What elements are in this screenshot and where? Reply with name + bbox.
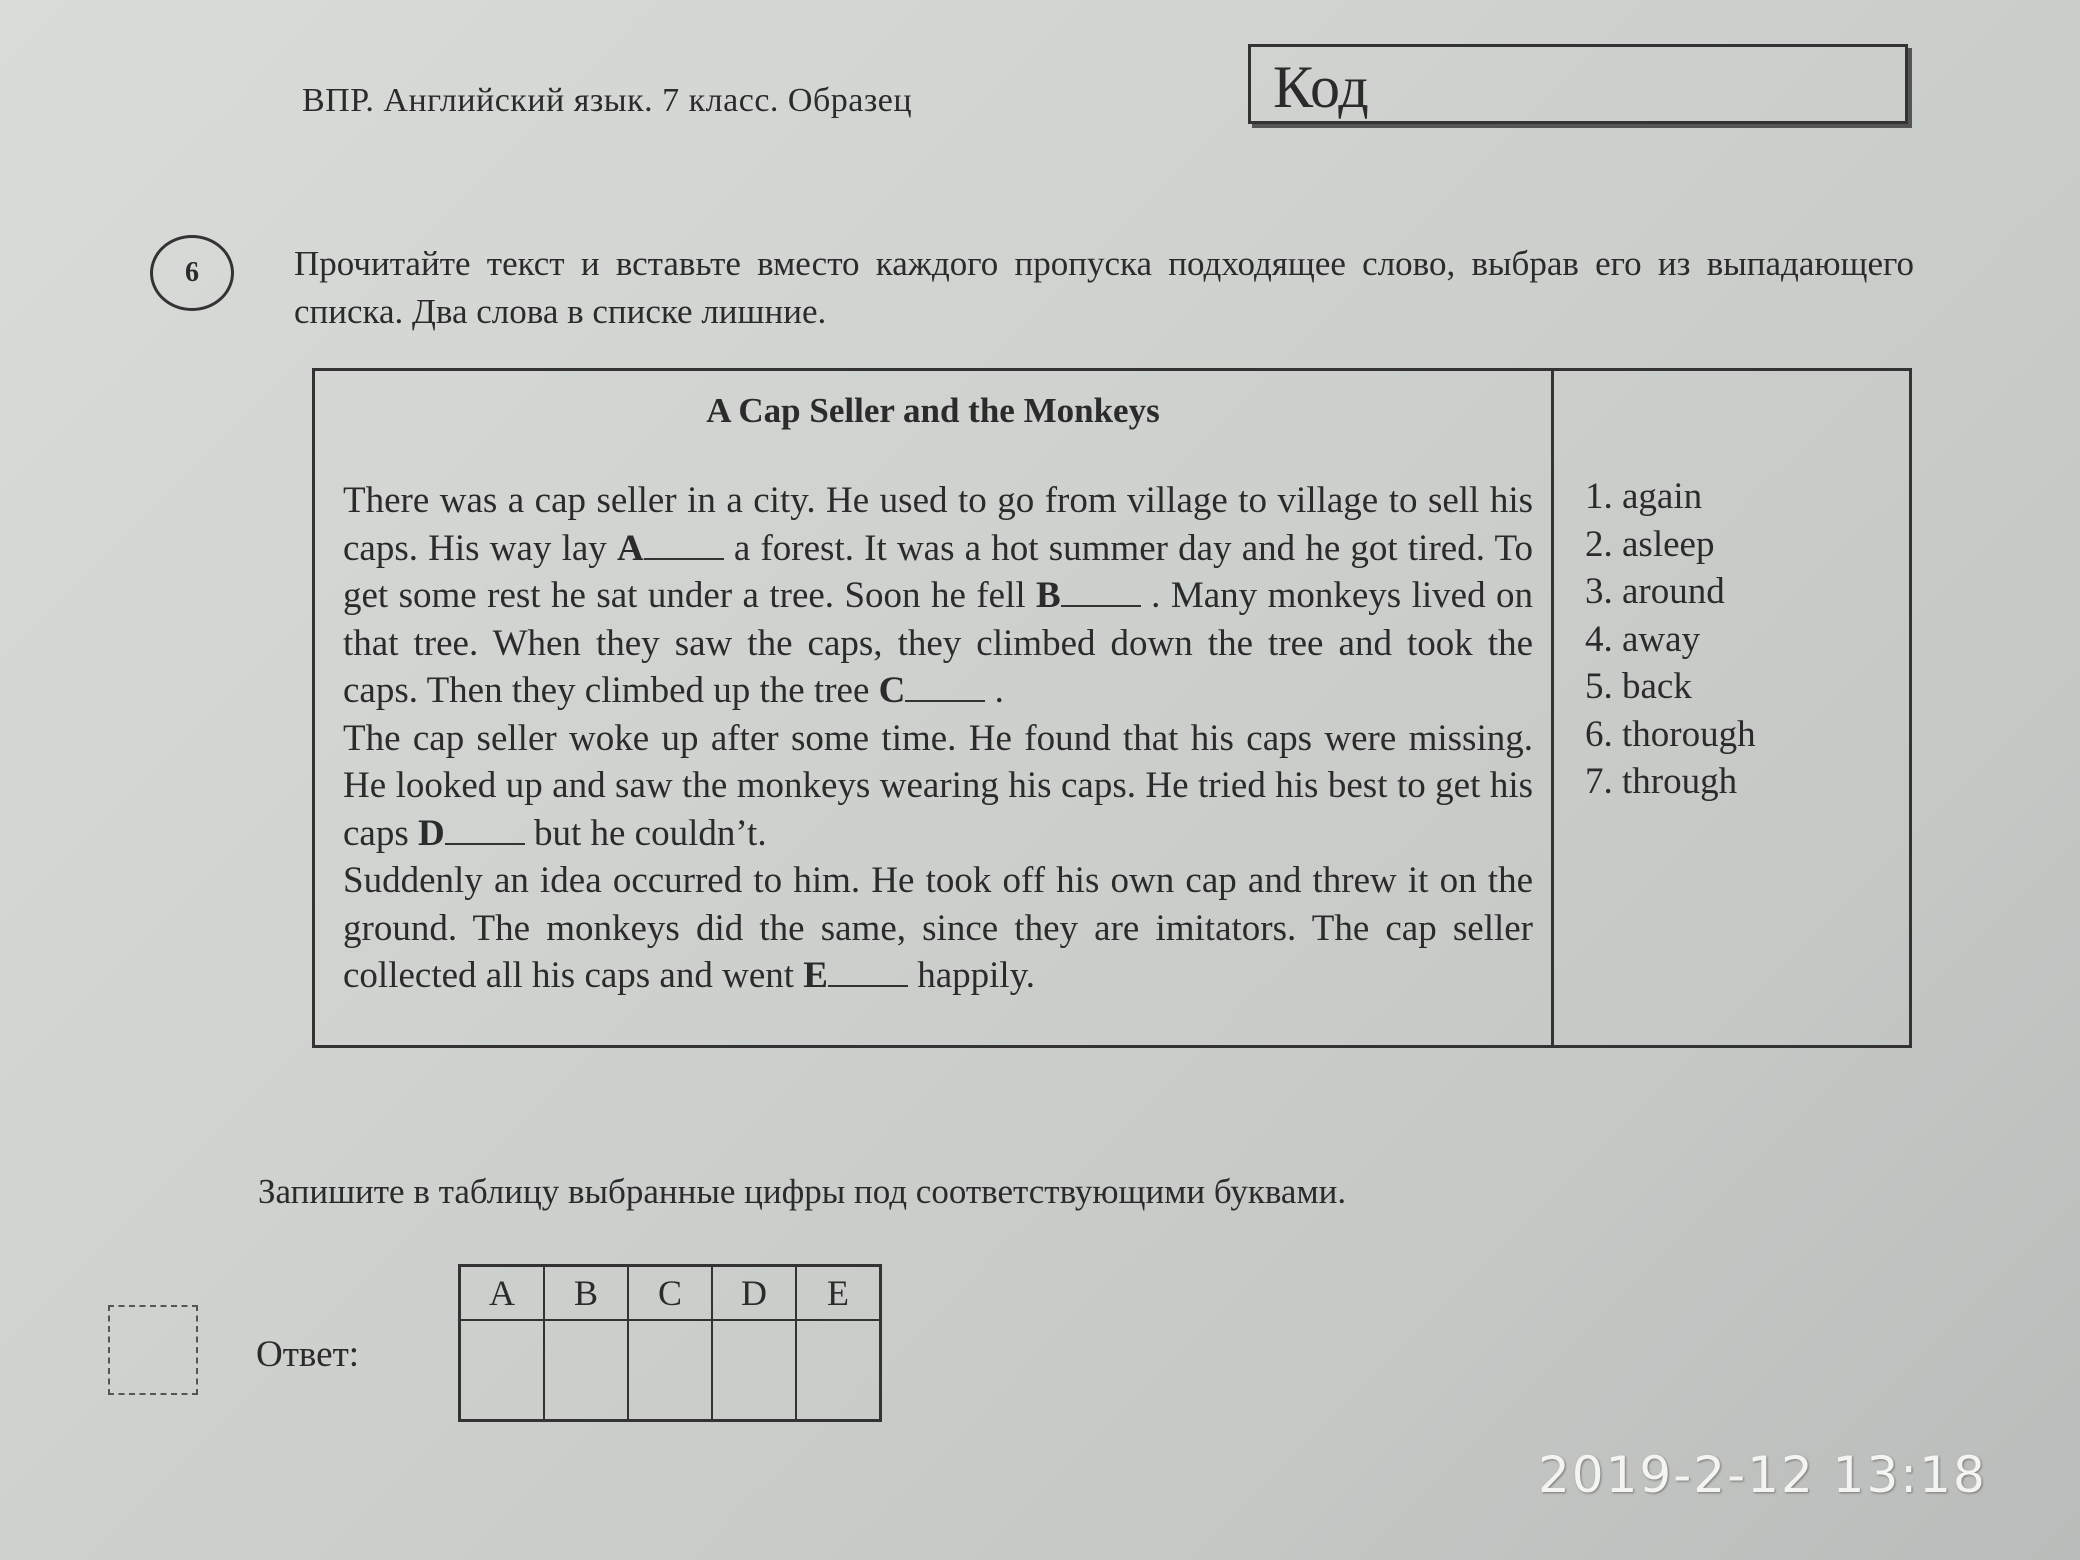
answer-column-d: D	[712, 1266, 796, 1321]
answer-column-b: B	[544, 1266, 628, 1321]
gap-d-blank[interactable]	[445, 813, 525, 845]
answer-instruction: Запишите в таблицу выбранные цифры под соответствующими буквами.	[258, 1172, 1347, 1211]
word-options-list	[1585, 473, 1756, 806]
word-option[interactable]: 6. thorough	[1585, 713, 1756, 755]
story-text-segment: but he couldn’t.	[524, 812, 767, 854]
story-text-segment: The cap seller woke up after some time. He found that his caps were missing. He looked up and saw the monkeys wearing his caps. He tried his best to get his caps	[343, 717, 1533, 854]
gap-d-letter: D	[418, 812, 445, 854]
task-number	[150, 235, 234, 311]
story-text-segment: There was a cap seller in a city. He used to go from village to village to sell his caps. His way lay	[343, 480, 1533, 569]
story-text-segment: happily.	[907, 955, 1036, 996]
story-paragraph-1	[343, 477, 1533, 715]
word-option[interactable]: 1. again	[1585, 476, 1703, 517]
story-text-segment: . Many monkeys lived on that tree. When they saw the caps, they climbed down the tree and took the caps. Then they climbed up the tree	[343, 575, 1533, 711]
word-option[interactable]: 2. asleep	[1585, 523, 1715, 565]
answer-column-e: E	[796, 1266, 881, 1321]
gap-b-letter: B	[1036, 575, 1061, 616]
word-option[interactable]: 4. away	[1585, 618, 1701, 660]
answer-label: Ответ:	[256, 1334, 360, 1375]
gap-a-blank[interactable]	[644, 528, 724, 560]
word-option[interactable]: 5. back	[1585, 666, 1692, 707]
answer-cell-d[interactable]	[712, 1320, 796, 1421]
word-option[interactable]: 3. around	[1585, 571, 1725, 612]
task-number-label: 6	[185, 257, 199, 288]
exercise-box	[312, 368, 1912, 1048]
code-box	[1248, 44, 1908, 124]
answer-cell-a[interactable]	[460, 1320, 545, 1421]
answer-header-row	[460, 1266, 881, 1321]
story-paragraph-2	[343, 715, 1533, 858]
story-text-segment: a forest. It was a hot summer day and he got tired. To get some rest he sat under a tree. Soon he fell	[343, 527, 1533, 616]
code-label: Код	[1273, 54, 1369, 120]
gap-e-blank[interactable]	[828, 955, 908, 987]
story-paragraph-3	[343, 857, 1533, 1000]
gap-c-letter: C	[878, 670, 906, 711]
answer-column-a: A	[460, 1266, 545, 1321]
answer-column-c: C	[628, 1266, 712, 1321]
answer-cell-e[interactable]	[796, 1320, 881, 1421]
photo-timestamp: 2019-2-12 13:18	[1538, 1446, 1987, 1504]
gap-b-blank[interactable]	[1061, 575, 1141, 607]
story-text	[343, 477, 1533, 1000]
column-divider	[1551, 371, 1554, 1045]
header-title: ВПР. Английский язык. 7 класс. Образец	[302, 82, 913, 119]
word-option[interactable]: 7. through	[1585, 761, 1738, 802]
story-text-segment: .	[985, 670, 1004, 711]
story-text-segment: Suddenly an idea occurred to him. He took off his own cap and threw it on the ground. The monkeys did the same, since they are imitators. The cap seller collected all his caps and went	[343, 860, 1533, 996]
story-title: A Cap Seller and the Monkeys	[706, 391, 1160, 430]
answer-cell-b[interactable]	[544, 1320, 628, 1421]
answer-table	[458, 1264, 882, 1422]
gap-a-letter: A	[616, 527, 644, 569]
task-instruction: Прочитайте текст и вставьте вместо каждого пропуска подходящее слово, выбрав его из выпадающего списка. Два слова в списке лишние.	[294, 244, 1914, 331]
gap-e-letter: E	[803, 955, 828, 996]
score-box	[108, 1305, 198, 1395]
answer-cell-c[interactable]	[628, 1320, 712, 1421]
answer-value-row	[460, 1320, 881, 1421]
gap-c-blank[interactable]	[905, 670, 985, 702]
